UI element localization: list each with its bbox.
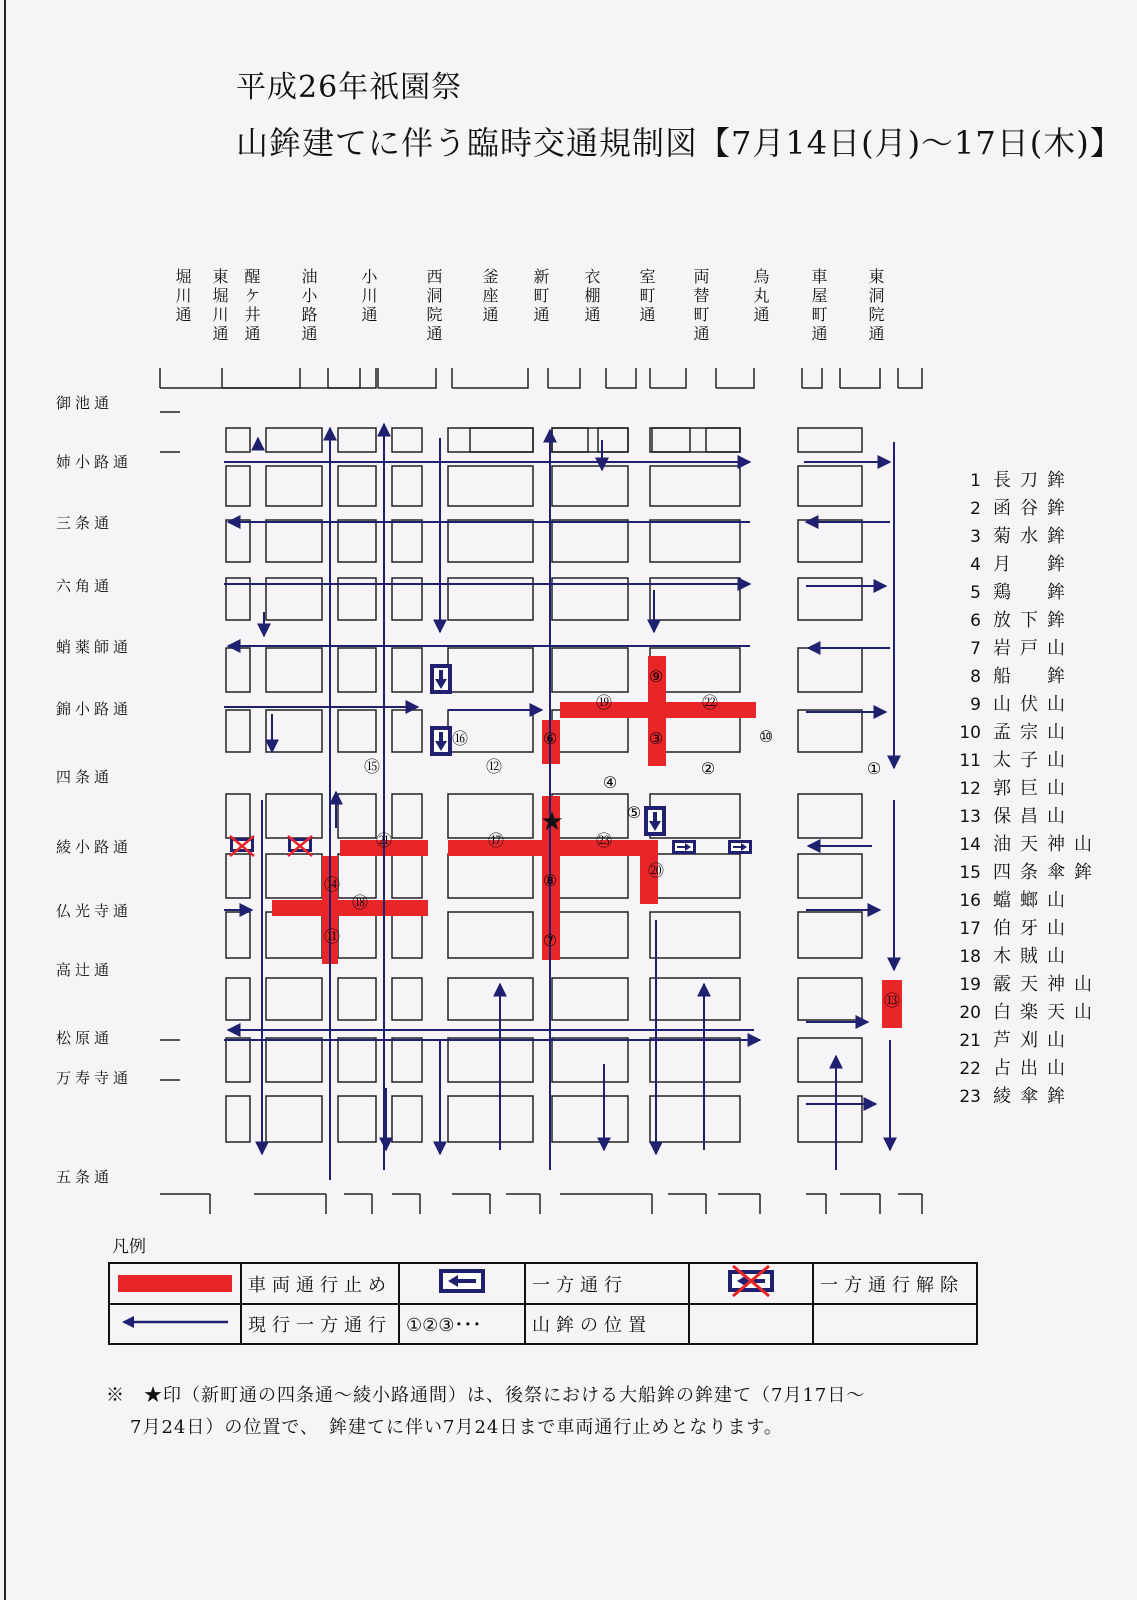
ofunehoko-star-marker: ★: [540, 807, 564, 837]
city-block: [392, 912, 422, 958]
city-block: [552, 1038, 628, 1082]
city-block: [338, 710, 376, 752]
legend-one-way-lifted-label: 一方通行解除: [813, 1263, 977, 1304]
city-block: [552, 428, 588, 452]
legend-float-marker-sample: ①②③･･･: [399, 1304, 525, 1344]
city-block: [338, 978, 376, 1020]
street-label-rokkaku: 六角通: [56, 577, 114, 595]
street-edge: [716, 368, 754, 388]
float-list-item: 3 菊水鉾: [970, 526, 1074, 547]
float-list-item: 10 孟宗山: [959, 722, 1074, 743]
city-block: [552, 428, 628, 452]
street-edge: [452, 368, 528, 388]
float-list-item: 21 芦刈山: [959, 1030, 1074, 1051]
footnote-line-1: ※ ★印（新町通の四条通〜綾小路通間）は、後祭における大船鉾の鉾建て（7月17日〜: [106, 1385, 866, 1406]
city-block: [650, 1038, 740, 1082]
float-marker: ⑲: [595, 693, 613, 712]
street-edge: [452, 1194, 490, 1214]
float-list-item: 8 船 鉾: [970, 666, 1074, 687]
float-marker: ⑮: [363, 757, 381, 776]
street-label-ayanokoji: 綾小路通: [56, 838, 133, 856]
float-marker: ②: [700, 759, 716, 778]
footnote-line-2: 7月24日）の位置で、 鉾建てに伴い7月24日まで車両通行止めとなります。: [130, 1417, 783, 1438]
float-list-item: 7 岩戸山: [970, 638, 1074, 659]
city-block: [266, 428, 322, 452]
float-marker: ⑱: [351, 893, 369, 912]
city-block: [706, 428, 740, 452]
city-block: [338, 520, 376, 562]
float-marker: ⑳: [647, 861, 665, 880]
city-block: [650, 912, 740, 958]
street-edge: [378, 368, 436, 388]
street-label-samegai: 醒ケ井通: [242, 268, 261, 344]
city-block: [798, 710, 862, 752]
one-way-sign-icon: [430, 664, 452, 694]
one-way-lifted-icon: [727, 1264, 775, 1298]
city-block: [552, 978, 628, 1020]
street-edge: [328, 368, 360, 388]
float-list-item: 12 郭巨山: [959, 778, 1074, 799]
legend-current-one-way-label: 現行一方通行: [241, 1304, 399, 1344]
legend-one-way-label: 一方通行: [525, 1263, 689, 1304]
city-block: [266, 1038, 322, 1082]
map-subtitle: 山鉾建てに伴う臨時交通規制図【7月14日(月)〜17日(木)】: [236, 124, 1123, 162]
street-edge: [160, 368, 376, 388]
street-edge: [606, 368, 636, 388]
street-label-kurumayacho: 車屋町通: [809, 268, 828, 344]
street-label-horikawa: 堀川通: [173, 268, 192, 325]
float-marker: ⑧: [542, 871, 558, 890]
one-way-sign-icon: [672, 840, 696, 854]
city-block: [448, 912, 533, 958]
float-list-item: 18 木賊山: [959, 946, 1074, 967]
float-marker: ⑬: [883, 991, 901, 1010]
street-label-matsubara: 松原通: [56, 1029, 114, 1047]
city-block: [448, 428, 533, 452]
city-block: [650, 428, 740, 452]
city-block: [448, 978, 533, 1020]
city-block: [392, 854, 422, 898]
city-block: [392, 794, 422, 838]
city-block: [226, 912, 250, 958]
street-edge: [254, 1194, 326, 1214]
street-edge: [802, 368, 822, 388]
one-way-lifted-icon: [230, 836, 254, 856]
city-block: [226, 466, 250, 506]
street-edge: [344, 1194, 372, 1214]
city-block: [266, 978, 322, 1020]
city-block: [448, 1038, 533, 1082]
street-label-ryogaemachi: 両替町通: [691, 268, 710, 344]
city-block: [226, 854, 250, 898]
city-block: [392, 520, 422, 562]
city-block: [338, 1096, 376, 1142]
float-list-item: 13 保昌山: [959, 806, 1074, 827]
street-edge: [898, 1194, 922, 1214]
one-way-lifted-signs: [230, 836, 312, 856]
one-way-sign-icon: [728, 840, 752, 854]
street-edge: [222, 368, 300, 388]
float-marker: ㉓: [595, 831, 613, 850]
city-block: [552, 1096, 628, 1142]
float-list-item: 19 霰天神山: [959, 974, 1101, 995]
city-block: [798, 466, 862, 506]
float-marker: ㉑: [375, 831, 393, 850]
city-block: [392, 466, 422, 506]
city-block: [266, 1096, 322, 1142]
city-block: [266, 794, 322, 838]
float-marker: ⑫: [485, 757, 503, 776]
street-label-higashinotoin: 東洞院通: [866, 268, 885, 344]
float-list: [945, 467, 1101, 1111]
legend-closed-label: 車両通行止め: [241, 1263, 399, 1304]
street-label-shinmachi: 新町通: [531, 268, 550, 325]
street-label-aburanokoji: 油小路通: [299, 268, 318, 344]
city-block: [552, 912, 628, 958]
city-block: [798, 578, 862, 620]
city-block: [798, 648, 862, 692]
street-edge: [548, 368, 580, 388]
float-list-item: 6 放下鉾: [970, 610, 1074, 631]
float-list-item: 22 占出山: [959, 1058, 1074, 1079]
city-block: [338, 428, 376, 452]
city-block: [650, 520, 740, 562]
city-block: [266, 710, 322, 752]
street-edge: [718, 1194, 760, 1214]
city-block: [392, 710, 422, 752]
street-label-kamanza: 釜座通: [480, 268, 499, 325]
street-label-takatsuji: 高辻通: [56, 961, 114, 979]
float-list-item: 11 太子山: [959, 750, 1074, 771]
city-block: [226, 1096, 250, 1142]
float-marker: ⑯: [451, 729, 469, 748]
city-block: [226, 1038, 250, 1082]
city-block: [266, 854, 322, 898]
city-block: [798, 912, 862, 958]
street-label-shijo: 四条通: [56, 768, 114, 786]
legend-float-position-label: 山鉾の位置: [525, 1304, 689, 1344]
float-list-item: 2 函谷鉾: [970, 498, 1074, 519]
city-block: [266, 520, 322, 562]
street-label-higashihorikawa: 東堀川通: [210, 268, 229, 344]
city-block: [650, 466, 740, 506]
float-list-item: 15 四条傘鉾: [959, 862, 1101, 883]
one-way-sign-icon: [438, 1268, 486, 1294]
city-block: [266, 648, 322, 692]
street-label-koromonotana: 衣棚通: [582, 268, 601, 325]
one-way-sign-icon: [430, 726, 452, 756]
float-marker: ⑨: [648, 667, 664, 686]
float-list-item: 4 月 鉾: [970, 554, 1074, 575]
city-block: [338, 648, 376, 692]
city-block: [338, 1038, 376, 1082]
city-block: [226, 978, 250, 1020]
city-block: [392, 648, 422, 692]
street-label-muromachi: 室町通: [637, 268, 656, 325]
city-block: [226, 428, 250, 452]
city-block: [448, 466, 533, 506]
city-blocks: [160, 368, 922, 1214]
street-label-karasuma: 烏丸通: [751, 268, 770, 325]
float-list-item: 16 蟷螂山: [959, 890, 1074, 911]
city-block: [226, 520, 250, 562]
float-list-item: 23 綾傘鉾: [959, 1086, 1074, 1107]
city-block: [392, 978, 422, 1020]
street-label-ogawa: 小川通: [359, 268, 378, 325]
street-edge: [668, 1194, 706, 1214]
street-label-sanjo: 三条通: [56, 514, 114, 532]
city-block: [226, 794, 250, 838]
float-marker: ⑭: [323, 875, 341, 894]
city-block: [798, 428, 862, 452]
street-label-nishikikoji: 錦小路通: [56, 700, 133, 718]
city-block: [798, 520, 862, 562]
city-block: [226, 710, 250, 752]
closure-swatch: [118, 1275, 232, 1292]
city-block: [650, 1096, 740, 1142]
one-way-lifted-icon: [288, 836, 312, 856]
float-marker: ⑪: [323, 927, 341, 946]
city-block: [266, 912, 322, 958]
city-block: [338, 466, 376, 506]
street-label-nishinotoin: 西洞院通: [424, 268, 443, 344]
city-block: [392, 428, 422, 452]
city-block: [470, 428, 533, 452]
city-block: [392, 1096, 422, 1142]
footnote: [106, 1380, 1106, 1444]
city-block: [798, 978, 862, 1020]
city-block: [448, 854, 533, 898]
city-block: [650, 978, 740, 1020]
city-block: [552, 648, 628, 692]
street-label-bukkoji: 仏光寺通: [56, 902, 133, 920]
city-block: [392, 1038, 422, 1082]
float-marker: ⑩: [758, 727, 774, 746]
float-marker: ③: [648, 729, 664, 748]
legend-table: [108, 1262, 978, 1345]
city-block: [338, 854, 376, 898]
float-list-item: 17 伯牙山: [959, 918, 1074, 939]
city-block: [798, 854, 862, 898]
float-list-item: 14 油天神山: [959, 834, 1101, 855]
street-edge: [160, 1194, 210, 1214]
city-block: [798, 794, 862, 838]
float-marker: ⑥: [542, 729, 558, 748]
street-label-takoyakushi: 蛸薬師通: [56, 638, 133, 656]
city-block: [338, 794, 376, 838]
float-list-item: 20 白楽天山: [959, 1002, 1101, 1023]
current-one-way-arrow-icon: [120, 1314, 230, 1330]
street-edge: [806, 1194, 826, 1214]
street-edge: [840, 368, 880, 388]
float-marker: ⑤: [626, 803, 642, 822]
legend-title: 凡例: [112, 1237, 146, 1257]
city-block: [798, 1038, 862, 1082]
street-label-gojo: 五条通: [56, 1168, 114, 1186]
street-edge: [650, 368, 686, 388]
street-label-oike: 御池通: [56, 394, 114, 412]
float-list-item: 9 山伏山: [970, 694, 1074, 715]
city-block: [448, 648, 533, 692]
street-edge: [840, 1194, 880, 1214]
city-block: [552, 466, 628, 506]
street-label-manjuji: 万寿寺通: [56, 1069, 133, 1087]
street-edge: [506, 1194, 540, 1214]
one-way-sign-icon: [644, 806, 666, 836]
road-closure: [272, 900, 428, 916]
map-title: 平成26年祇園祭: [236, 70, 463, 105]
float-marker: ⑰: [487, 831, 505, 850]
city-block: [552, 520, 628, 562]
city-block: [448, 520, 533, 562]
city-block: [552, 854, 628, 898]
city-block: [448, 1096, 533, 1142]
street-edge: [560, 1194, 652, 1214]
float-list-item: 5 鶏 鉾: [970, 582, 1074, 603]
city-block: [266, 466, 322, 506]
float-list-item: 1 長刀鉾: [970, 470, 1074, 491]
street-edge: [898, 368, 922, 388]
float-marker: ①: [866, 759, 882, 778]
city-block: [338, 912, 376, 958]
street-label-aneyakoji: 姉小路通: [56, 453, 133, 471]
float-marker: ⑦: [542, 931, 558, 950]
city-block: [798, 1096, 862, 1142]
float-marker: ④: [602, 773, 618, 792]
city-block: [652, 428, 690, 452]
float-marker: ㉒: [701, 693, 719, 712]
city-block: [226, 648, 250, 692]
street-edge: [392, 1194, 420, 1214]
